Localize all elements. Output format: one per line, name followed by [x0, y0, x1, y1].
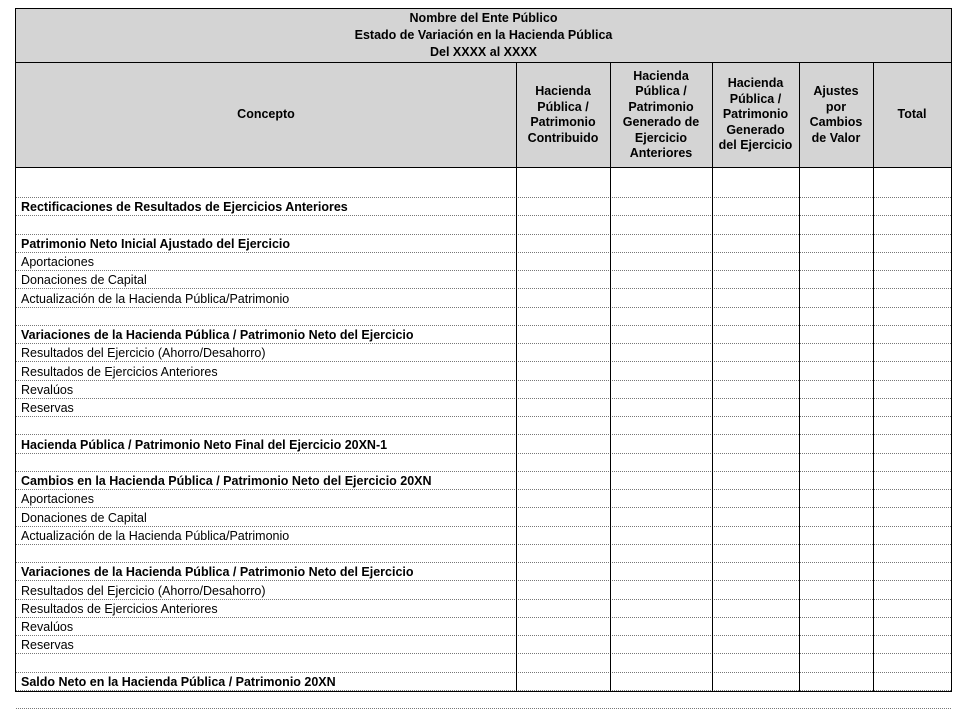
period-label: Del XXXX al XXXX [430, 45, 537, 59]
table-row [16, 235, 951, 253]
section-heading: Variaciones de la Hacienda Pública / Patrimonio Neto del Ejercicio [21, 565, 414, 580]
table-row [16, 454, 951, 472]
table-row [16, 308, 951, 326]
row-label: Reservas [21, 638, 74, 653]
row-label: Revalúos [21, 620, 74, 634]
section-heading: Patrimonio Neto Inicial Ajustado del Ejercicio [21, 236, 291, 251]
table-row [16, 600, 951, 618]
section-heading: Rectificaciones de Resultados de Ejercicios Anteriores [21, 200, 348, 215]
row-label: Donaciones de Capital [21, 273, 147, 288]
table-row [16, 381, 951, 399]
table-row [16, 636, 951, 654]
row-label: Actualización de la Hacienda Pública/Patrimonio [21, 528, 290, 543]
table-row [16, 673, 951, 691]
row-label: Aportaciones [21, 492, 94, 507]
column-divider [712, 63, 713, 691]
header-concepto: Concepto [237, 107, 295, 122]
table-row [16, 490, 951, 508]
table-row [16, 472, 951, 490]
header-total: Total [897, 107, 927, 122]
statement-table [15, 8, 952, 692]
table-row [16, 180, 951, 198]
table-row [16, 655, 951, 673]
table-row [16, 436, 951, 454]
section-heading: Variaciones de la Hacienda Pública / Patrimonio Neto del Ejercicio [21, 328, 414, 342]
column-divider [610, 63, 611, 691]
row-label: Actualización de la Hacienda Pública/Patrimonio [21, 291, 290, 306]
section-heading: Hacienda Pública / Patrimonio Neto Final del Ejercicio 20XN-1 [21, 437, 388, 452]
table-row [16, 363, 951, 381]
table-row [16, 344, 951, 362]
column-divider [873, 63, 874, 691]
column-header-row [16, 63, 951, 168]
table-row [16, 527, 951, 545]
row-label: Resultados del Ejercicio (Ahorro/Desahorro) [21, 583, 266, 598]
header-generado-ejercicio: Hacienda Pública / Patrimonio Generado del Ejercicio [718, 76, 793, 153]
table-row [16, 290, 951, 308]
column-divider [799, 63, 800, 691]
table-row [16, 509, 951, 527]
row-label: Resultados de Ejercicios Anteriores [21, 601, 218, 616]
table-row [16, 217, 951, 235]
row-label: Aportaciones [21, 255, 94, 269]
header-contribuido: Hacienda Pública / Patrimonio Contribuido [527, 84, 599, 145]
table-row [16, 582, 951, 600]
table-row [16, 198, 951, 216]
table-row [16, 253, 951, 271]
row-label: Resultados de Ejercicios Anteriores [21, 364, 218, 379]
table-row [16, 417, 951, 435]
section-heading: Saldo Neto en la Hacienda Pública / Patrimonio 20XN [21, 674, 336, 689]
table-row [16, 618, 951, 636]
table-row [16, 326, 951, 344]
row-label: Reservas [21, 401, 74, 415]
row-label: Donaciones de Capital [21, 510, 147, 525]
statement-title: Estado de Variación en la Hacienda Pública [354, 28, 613, 42]
table-row [16, 691, 951, 709]
row-label: Resultados del Ejercicio (Ahorro/Desahorro) [21, 346, 266, 361]
table-row [16, 271, 951, 289]
section-heading: Cambios en la Hacienda Pública / Patrimonio Neto del Ejercicio 20XN [21, 474, 432, 488]
table-row [16, 399, 951, 417]
column-divider [516, 63, 517, 691]
header-ajustes: Ajustes por Cambios de Valor [809, 84, 863, 145]
title-block [16, 9, 951, 63]
table-row [16, 545, 951, 563]
entity-name: Nombre del Ente Público [409, 11, 558, 25]
table-body [16, 167, 951, 691]
table-row [16, 563, 951, 581]
header-generado-anteriores: Hacienda Pública / Patrimonio Generado de Ejercicio Anteriores [622, 68, 700, 160]
row-label: Revalúos [21, 382, 74, 397]
